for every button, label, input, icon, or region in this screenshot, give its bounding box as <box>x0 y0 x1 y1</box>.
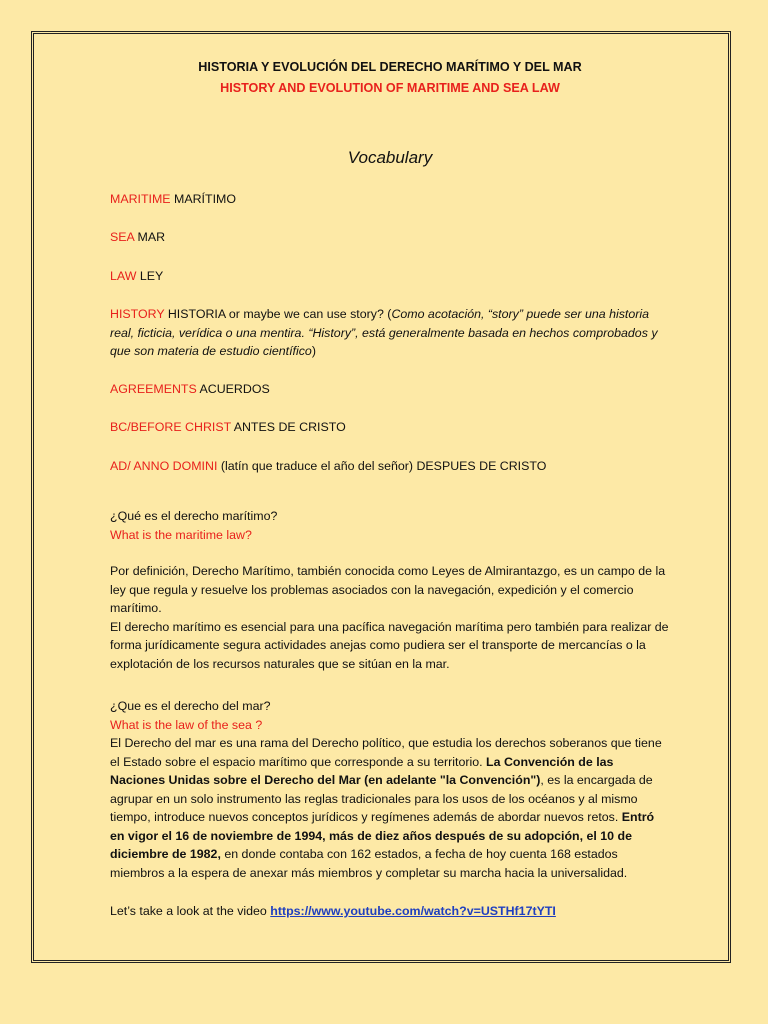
vocab-item-ad <box>110 457 670 476</box>
entry-into-force: Entró en vigor el 16 de noviembre de 1994, más de diez años después de su adopción, el 10 de diciembre de 1982, <box>110 810 655 861</box>
title-english: HISTORY AND EVOLUTION OF MARITIME AND SEA LAW <box>220 80 560 95</box>
question-maritime-law-es: ¿Qué es el derecho marítimo? <box>110 509 278 523</box>
maritime-law-paragraph-1: Por definición, Derecho Marítimo, también conocida como Leyes de Almirantazgo, es un campo de la ley que regula y resuelve los problemas asociados con la navegación, expedición y el comercio marítimo. <box>110 564 666 615</box>
vocab-item-history <box>110 305 670 361</box>
question-law-of-sea-en: What is the law of the sea ? <box>110 717 263 732</box>
convention-name: La Convención de las Naciones Unidas sobre el Derecho del Mar (en adelante "la Convención") <box>110 754 614 787</box>
law-of-sea-intro: El Derecho del mar es una rama del Derecho político, que estudia los derechos soberanos que tiene el Estado sobre el espacio marítimo que corresponde a su territorio. <box>110 736 662 769</box>
law-of-sea-paragraph <box>110 734 670 882</box>
document-page <box>31 31 731 963</box>
vocab-term-en: BC/BEFORE CHRIST <box>110 420 231 434</box>
vocab-item-maritime <box>110 190 670 209</box>
vocab-term-en: SEA <box>110 230 135 244</box>
vocab-term-en: HISTORY <box>110 307 165 321</box>
history-note: Como acotación, “story” puede ser una historia real, ficticia, verídica o una mentira. “History”, está generalmente basada en hechos comprobados y que son materia de estudio científico <box>110 307 658 358</box>
law-of-sea-members: en donde contaba con 162 estados, a fecha de hoy cuenta 168 estados miembros a la espera de anexar más miembros y completar su marcha hacia la universalidad. <box>110 847 628 880</box>
law-of-sea-body: , es la encargada de agrupar en un solo instrumento las reglas tradicionales para los usos de los océanos y al mismo tiempo, introduce nuevos conceptos jurídicos y regímenes además de abordar nuevos retos. <box>110 773 653 824</box>
vocab-term-es: MAR <box>134 230 166 244</box>
vocab-term-es: HISTORIA or maybe we can use story? <box>164 307 384 321</box>
video-link[interactable]: https://www.youtube.com/watch?v=USTHf17tYTI <box>270 904 556 918</box>
vocab-item-bc <box>110 418 670 437</box>
vocab-term-en: AD/ ANNO DOMINI <box>110 458 218 473</box>
vocab-term-en: LAW <box>110 268 137 283</box>
vocab-term-latin: (latín que traduce el año del señor) <box>217 458 414 473</box>
history-note-close: ) <box>311 344 316 358</box>
video-line <box>110 902 670 921</box>
title-spanish: HISTORIA Y EVOLUCIÓN DEL DERECHO MARÍTIMO Y DEL MAR <box>198 60 582 74</box>
vocab-term-es: DESPUES DE CRISTO <box>413 458 547 473</box>
vocab-term-es: MARÍTIMO <box>170 191 236 206</box>
vocab-item-law <box>110 267 670 286</box>
history-note-open: ( <box>383 307 392 321</box>
vocab-term-en: MARITIME <box>110 191 171 206</box>
question-law-of-sea-es: ¿Que es el derecho del mar? <box>110 699 271 713</box>
question-maritime-law-en: What is the maritime law? <box>110 527 252 542</box>
vocab-term-es: ANTES DE CRISTO <box>230 420 346 434</box>
vocab-item-agreements <box>110 380 670 399</box>
maritime-law-paragraph-2: El derecho marítimo es esencial para una pacífica navegación marítima pero también para realizar de forma jurídicamente segura actividades anejas como pudiera ser el transporte de mercancías o la explotación de los recursos naturales que se sitúan en la mar. <box>110 619 669 671</box>
document-content <box>110 58 670 921</box>
vocab-term-es: LEY <box>136 268 164 283</box>
vocab-term-es: ACUERDOS <box>196 381 270 396</box>
vocab-term-en: AGREEMENTS <box>110 381 197 396</box>
vocab-item-sea <box>110 228 670 247</box>
vocabulary-heading: Vocabulary <box>347 148 433 167</box>
video-prefix: Let’s take a look at the video <box>110 904 271 918</box>
